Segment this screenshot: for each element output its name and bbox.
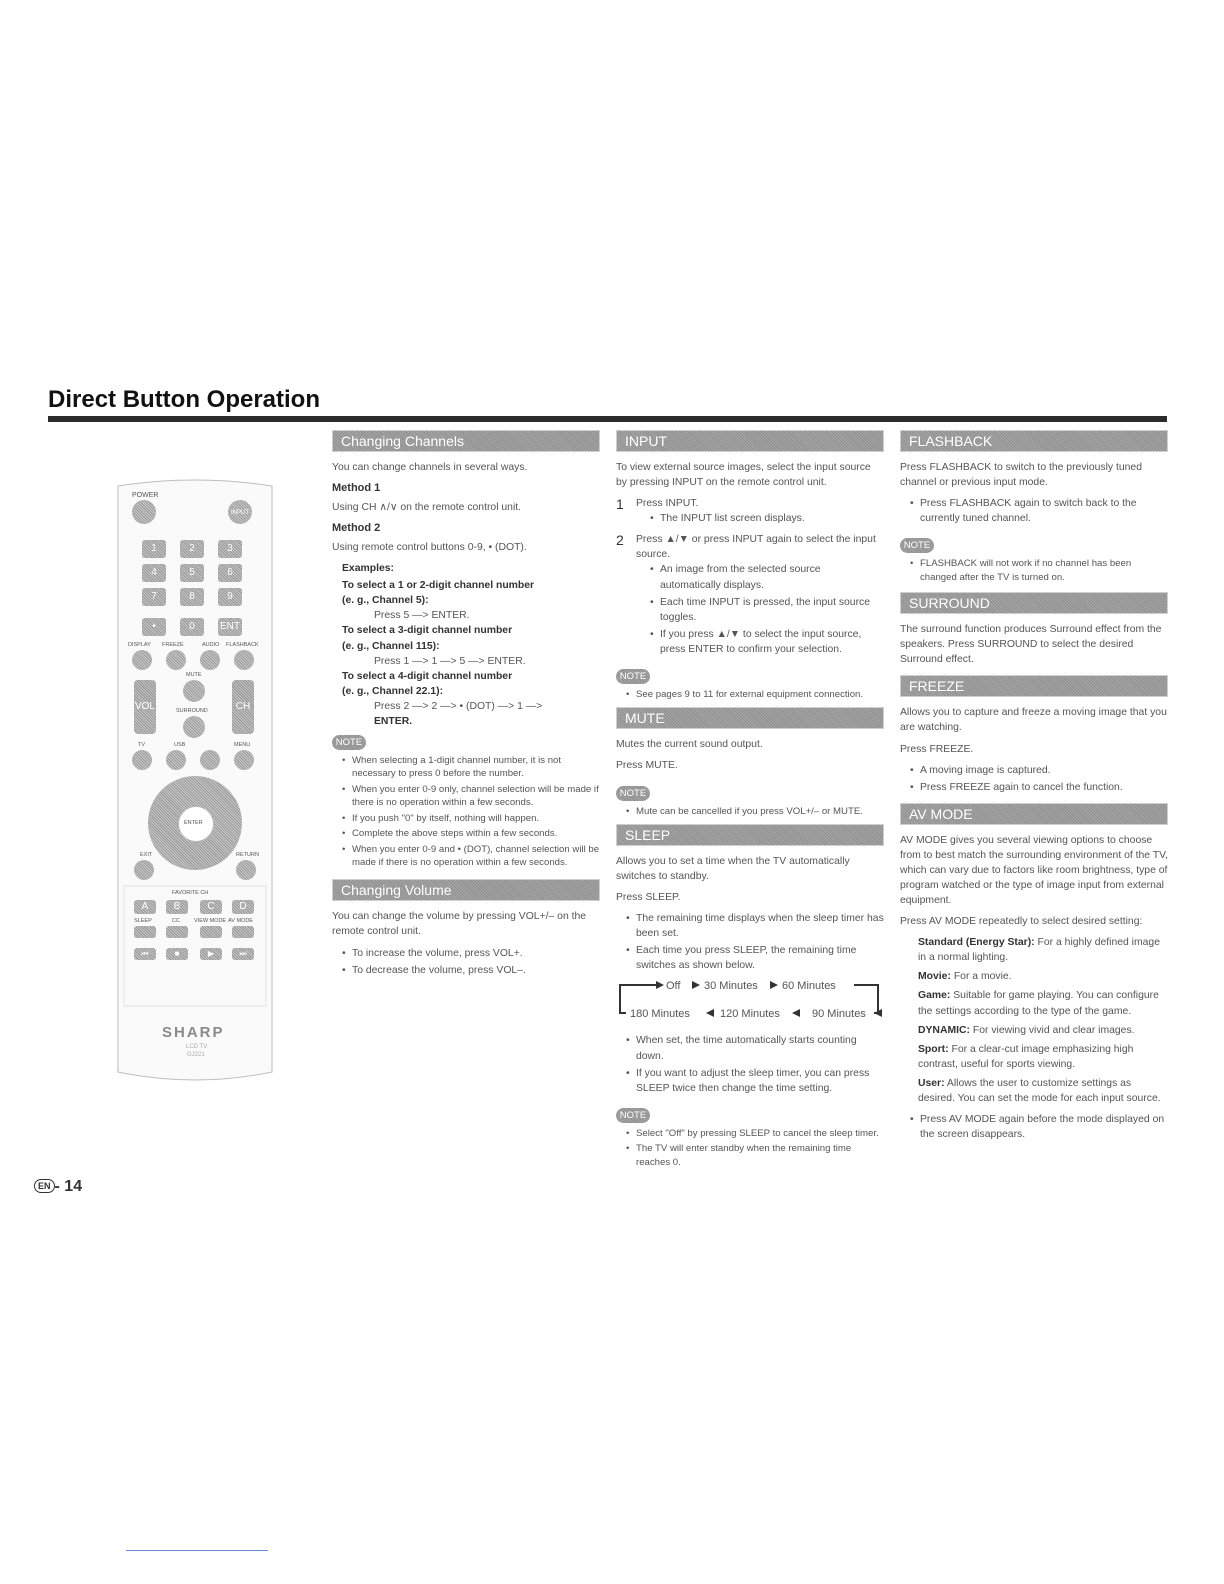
sleep-option-60: 60 Minutes bbox=[782, 980, 836, 993]
examples bbox=[332, 561, 600, 729]
view-mode-label: VIEW MODE bbox=[194, 918, 227, 924]
input-intro: To view external source images, select the input source by pressing INPUT on the remote control unit. bbox=[616, 462, 871, 489]
ent-key: ENT bbox=[218, 618, 242, 636]
sleep-header: SLEEP bbox=[616, 824, 884, 846]
page-number-text: - 14 bbox=[54, 1178, 83, 1195]
sleep-key bbox=[134, 926, 156, 938]
av-mode-name: Standard (Energy Star): bbox=[918, 937, 1035, 949]
enter-label: ENTER bbox=[184, 820, 203, 826]
flashback-bullets bbox=[900, 496, 1168, 526]
note-item: • When you enter 0-9 and • (DOT), channel selection will be made if there is no operation within a few seconds. bbox=[342, 843, 600, 870]
av-mode-desc: Suitable for game playing. You can configure the settings according to the type of the game. bbox=[918, 990, 1159, 1017]
example1-title: To select a 1 or 2-digit channel number bbox=[342, 580, 535, 592]
note-badge: NOTE bbox=[616, 669, 650, 684]
av-mode-name: Sport: bbox=[918, 1043, 949, 1055]
note-item: • The TV will enter standby when the remaining time reaches 0. bbox=[626, 1142, 884, 1169]
av-mode-option bbox=[900, 935, 1168, 965]
input-step-2 bbox=[616, 532, 884, 657]
sleep-option-180: 180 Minutes bbox=[630, 1008, 690, 1021]
step-number: 1 bbox=[616, 496, 624, 513]
flashback-label: FLASHBACK bbox=[226, 642, 259, 648]
surround-button bbox=[183, 716, 205, 738]
input-step-1 bbox=[616, 496, 884, 526]
remote-model-2: GJ221 bbox=[187, 1052, 205, 1058]
av-mode-name: Movie: bbox=[918, 971, 951, 983]
stop-key: ■ bbox=[166, 948, 188, 960]
power-label: POWER bbox=[132, 492, 159, 499]
input-notes bbox=[616, 688, 884, 701]
exit-button bbox=[134, 860, 154, 880]
step-text: Press ▲/▼ or press INPUT again to select the input source. bbox=[636, 534, 876, 561]
audio-label: AUDIO bbox=[202, 642, 220, 648]
ch-rocker: CH bbox=[232, 680, 254, 734]
mute-button bbox=[183, 680, 205, 702]
play-pause-key: ▶ bbox=[200, 948, 222, 960]
step-bullet: • An image from the selected source automatically displays. bbox=[650, 562, 884, 592]
freeze-button bbox=[166, 650, 186, 670]
fav-key: A bbox=[134, 900, 156, 914]
example3-keys: Press 2 —> 2 —> • (DOT) —> 1 —> bbox=[374, 700, 543, 712]
freeze-bullets bbox=[900, 763, 1168, 795]
av-mode-bullets bbox=[900, 1112, 1168, 1142]
volume-bullets bbox=[332, 946, 600, 978]
step-bullet: • If you press ▲/▼ to select the input source, press ENTER to confirm your selection. bbox=[650, 627, 884, 657]
sleep-bullet: • Each time you press SLEEP, the remaining time switches as shown below. bbox=[626, 943, 884, 973]
display-label: DISPLAY bbox=[128, 642, 151, 648]
av-mode-header: AV MODE bbox=[900, 803, 1168, 825]
mute-notes bbox=[616, 805, 884, 818]
sleep-intro: Allows you to set a time when the TV automatically switches to standby. bbox=[616, 855, 850, 883]
input-button-label: INPUT bbox=[231, 510, 249, 516]
step-text: Press INPUT. bbox=[636, 498, 699, 510]
vol-rocker: VOL bbox=[134, 680, 156, 734]
sleep-bullet: • The remaining time displays when the sleep timer has been set. bbox=[626, 911, 884, 941]
remote-brand: SHARP bbox=[162, 1024, 225, 1041]
av-mode-option bbox=[900, 1076, 1168, 1106]
av-mode-press: Press AV MODE repeatedly to select desired setting: bbox=[900, 916, 1143, 928]
flashback-header: FLASHBACK bbox=[900, 430, 1168, 452]
return-button bbox=[236, 860, 256, 880]
av-mode-option bbox=[900, 969, 1168, 984]
tv-label: TV bbox=[138, 742, 146, 748]
freeze-bullet: • Press FREEZE again to cancel the function. bbox=[910, 780, 1168, 795]
input-steps bbox=[616, 496, 884, 657]
flashback-intro: Press FLASHBACK to switch to the previously tuned channel or previous input mode. bbox=[900, 462, 1142, 489]
av-mode-desc: For viewing vivid and clear images. bbox=[972, 1024, 1135, 1036]
sleep-label: SLEEP bbox=[134, 918, 152, 924]
cc-key bbox=[166, 926, 188, 938]
freeze-intro: Allows you to capture and freeze a moving image that you are watching. bbox=[900, 707, 1167, 734]
title-rule bbox=[48, 416, 1167, 422]
forward-key: ⏭ bbox=[232, 948, 254, 960]
display-button bbox=[132, 650, 152, 670]
surround-text: The surround function produces Surround effect from the speakers. Press SURROUND to select the desired Surround effect. bbox=[900, 624, 1162, 666]
mute-press: Press MUTE. bbox=[616, 760, 678, 772]
digit-key: 0 bbox=[180, 618, 204, 636]
note-item: • When selecting a 1-digit channel number, it is not necessary to press 0 before the number. bbox=[342, 754, 600, 781]
step-bullet: • Each time INPUT is pressed, the input source toggles. bbox=[650, 595, 884, 625]
step-number: 2 bbox=[616, 532, 624, 549]
note-item: • Complete the above steps within a few seconds. bbox=[342, 827, 600, 840]
av-mode-key bbox=[232, 926, 254, 938]
sleep-option-off: Off bbox=[666, 980, 681, 993]
menu-button bbox=[234, 750, 254, 770]
audio-button bbox=[200, 650, 220, 670]
note-item: • FLASHBACK will not work if no channel has been changed after the TV is turned on. bbox=[910, 557, 1168, 584]
sleep-bullet: • If you want to adjust the sleep timer, you can press SLEEP twice then change the time setting. bbox=[626, 1066, 884, 1096]
volume-bullet: • To increase the volume, press VOL+. bbox=[342, 946, 600, 961]
digit-key: 9 bbox=[218, 588, 242, 606]
volume-bullet: • To decrease the volume, press VOL–. bbox=[342, 963, 600, 978]
channels-notes bbox=[332, 754, 600, 869]
step-bullet: • The INPUT list screen displays. bbox=[650, 511, 884, 526]
note-item: • Select "Off" by pressing SLEEP to cancel the sleep timer. bbox=[626, 1127, 884, 1140]
digit-key: 3 bbox=[218, 540, 242, 558]
note-item: • See pages 9 to 11 for external equipment connection. bbox=[626, 688, 884, 701]
cc-label: CC bbox=[172, 918, 180, 924]
tv-button bbox=[132, 750, 152, 770]
input-header: INPUT bbox=[616, 430, 884, 452]
av-mode-label: AV MODE bbox=[228, 918, 253, 924]
favorite-label: FAVORITE CH bbox=[172, 890, 209, 896]
digit-key: 2 bbox=[180, 540, 204, 558]
column-channels bbox=[332, 430, 600, 984]
usb-label: USB bbox=[174, 742, 186, 748]
method1-title: Method 1 bbox=[332, 482, 381, 495]
av-mode-desc: For a highly defined image in a normal lighting. bbox=[918, 937, 1160, 964]
av-mode-name: DYNAMIC: bbox=[918, 1024, 970, 1036]
blank-button bbox=[200, 750, 220, 770]
example2-title: To select a 3-digit channel number bbox=[342, 625, 513, 637]
fav-key: C bbox=[200, 900, 222, 914]
remote-control-illustration bbox=[114, 476, 276, 1082]
av-mode-name: Game: bbox=[918, 990, 951, 1002]
example2-sub: (e. g., Channel 115): bbox=[342, 640, 440, 652]
av-mode-option bbox=[900, 1042, 1168, 1072]
av-mode-option bbox=[900, 988, 1168, 1018]
footer-line bbox=[126, 1550, 268, 1551]
flashback-bullet: • Press FLASHBACK again to switch back to the currently tuned channel. bbox=[910, 496, 1168, 526]
step2-bullets bbox=[636, 562, 884, 656]
sleep-option-30: 30 Minutes bbox=[704, 980, 758, 993]
freeze-label: FREEZE bbox=[162, 642, 184, 648]
sleep-bullets bbox=[616, 911, 884, 973]
mute-label: MUTE bbox=[186, 672, 202, 678]
mute-intro: Mutes the current sound output. bbox=[616, 739, 763, 751]
changing-volume-header: Changing Volume bbox=[332, 879, 600, 901]
page-number bbox=[34, 1178, 82, 1196]
av-mode-desc: For a clear-cut image emphasizing high contrast, useful for sports viewing. bbox=[918, 1043, 1134, 1070]
av-mode-intro: AV MODE gives you several viewing options to choose from to best match the surrounding environment of the TV, which can vary due to factors like room brightness, type of program watched or the type of image input from external equipment. bbox=[900, 834, 1168, 907]
step1-bullets bbox=[636, 511, 884, 526]
freeze-bullet: • A moving image is captured. bbox=[910, 763, 1168, 778]
usb-button bbox=[166, 750, 186, 770]
sleep-notes bbox=[616, 1127, 884, 1169]
sleep-press: Press SLEEP. bbox=[616, 892, 681, 904]
return-label: RETURN bbox=[236, 852, 259, 858]
examples-title: Examples: bbox=[342, 563, 394, 575]
digit-key: 8 bbox=[180, 588, 204, 606]
en-badge: EN bbox=[34, 1179, 55, 1193]
example1-keys: Press 5 —> ENTER. bbox=[374, 610, 470, 622]
power-button bbox=[132, 500, 156, 524]
changing-channels-header: Changing Channels bbox=[332, 430, 600, 452]
sleep-timer-cycle-diagram bbox=[616, 979, 886, 1023]
freeze-header: FREEZE bbox=[900, 675, 1168, 697]
sleep-option-120: 120 Minutes bbox=[720, 1008, 780, 1021]
digit-key: 1 bbox=[142, 540, 166, 558]
fav-key: B bbox=[166, 900, 188, 914]
av-mode-option bbox=[900, 1023, 1168, 1038]
flashback-notes bbox=[900, 557, 1168, 584]
column-flashback bbox=[900, 430, 1168, 1148]
sleep-bullets-2 bbox=[616, 1033, 884, 1095]
example3-title: To select a 4-digit channel number bbox=[342, 670, 513, 682]
surround-label: SURROUND bbox=[176, 708, 208, 714]
note-badge: NOTE bbox=[616, 786, 650, 801]
column-input bbox=[616, 430, 884, 1175]
av-mode-bullet: • Press AV MODE again before the mode displayed on the screen disappears. bbox=[910, 1112, 1168, 1142]
note-badge: NOTE bbox=[900, 538, 934, 553]
fav-key: D bbox=[232, 900, 254, 914]
av-mode-name: User: bbox=[918, 1077, 945, 1089]
method2-title: Method 2 bbox=[332, 522, 381, 535]
example2-keys: Press 1 —> 1 —> 5 —> ENTER. bbox=[374, 655, 526, 667]
view-mode-key bbox=[200, 926, 222, 938]
note-item: • When you enter 0-9 only, channel selection will be made if there is no operation within a few seconds. bbox=[342, 783, 600, 810]
method1-text: Using CH ∧/∨ on the remote control unit. bbox=[332, 502, 522, 514]
method2-text: Using remote control buttons 0-9, • (DOT). bbox=[332, 542, 527, 554]
note-badge: NOTE bbox=[616, 1108, 650, 1123]
sleep-option-90: 90 Minutes bbox=[812, 1008, 866, 1021]
sleep-bullet: • When set, the time automatically starts counting down. bbox=[626, 1033, 884, 1063]
digit-key: 6 bbox=[218, 564, 242, 582]
flashback-button bbox=[234, 650, 254, 670]
av-mode-desc: Allows the user to customize settings as desired. You can set the mode for each input source. bbox=[918, 1077, 1161, 1104]
note-item: • If you push "0" by itself, nothing will happen. bbox=[342, 812, 600, 825]
mute-header: MUTE bbox=[616, 707, 884, 729]
example3-keys-cont: ENTER. bbox=[374, 715, 413, 727]
exit-label: EXIT bbox=[140, 852, 153, 858]
digit-key: 5 bbox=[180, 564, 204, 582]
channels-intro: You can change channels in several ways. bbox=[332, 462, 528, 473]
av-mode-desc: For a movie. bbox=[953, 971, 1012, 983]
digit-key: 7 bbox=[142, 588, 166, 606]
volume-intro: You can change the volume by pressing VOL+/– on the remote control unit. bbox=[332, 911, 587, 938]
note-badge: NOTE bbox=[332, 735, 366, 750]
dot-key: • bbox=[142, 618, 166, 636]
remote-model-1: LCD TV bbox=[186, 1044, 208, 1050]
rewind-key: ⏮ bbox=[134, 948, 156, 960]
digit-key: 4 bbox=[142, 564, 166, 582]
note-item: • Mute can be cancelled if you press VOL+/– or MUTE. bbox=[626, 805, 884, 818]
page-title: Direct Button Operation bbox=[48, 386, 321, 413]
example1-sub: (e. g., Channel 5): bbox=[342, 595, 429, 607]
example3-sub: (e. g., Channel 22.1): bbox=[342, 685, 444, 697]
surround-header: SURROUND bbox=[900, 592, 1168, 614]
freeze-press: Press FREEZE. bbox=[900, 743, 974, 755]
menu-label: MENU bbox=[234, 742, 251, 748]
